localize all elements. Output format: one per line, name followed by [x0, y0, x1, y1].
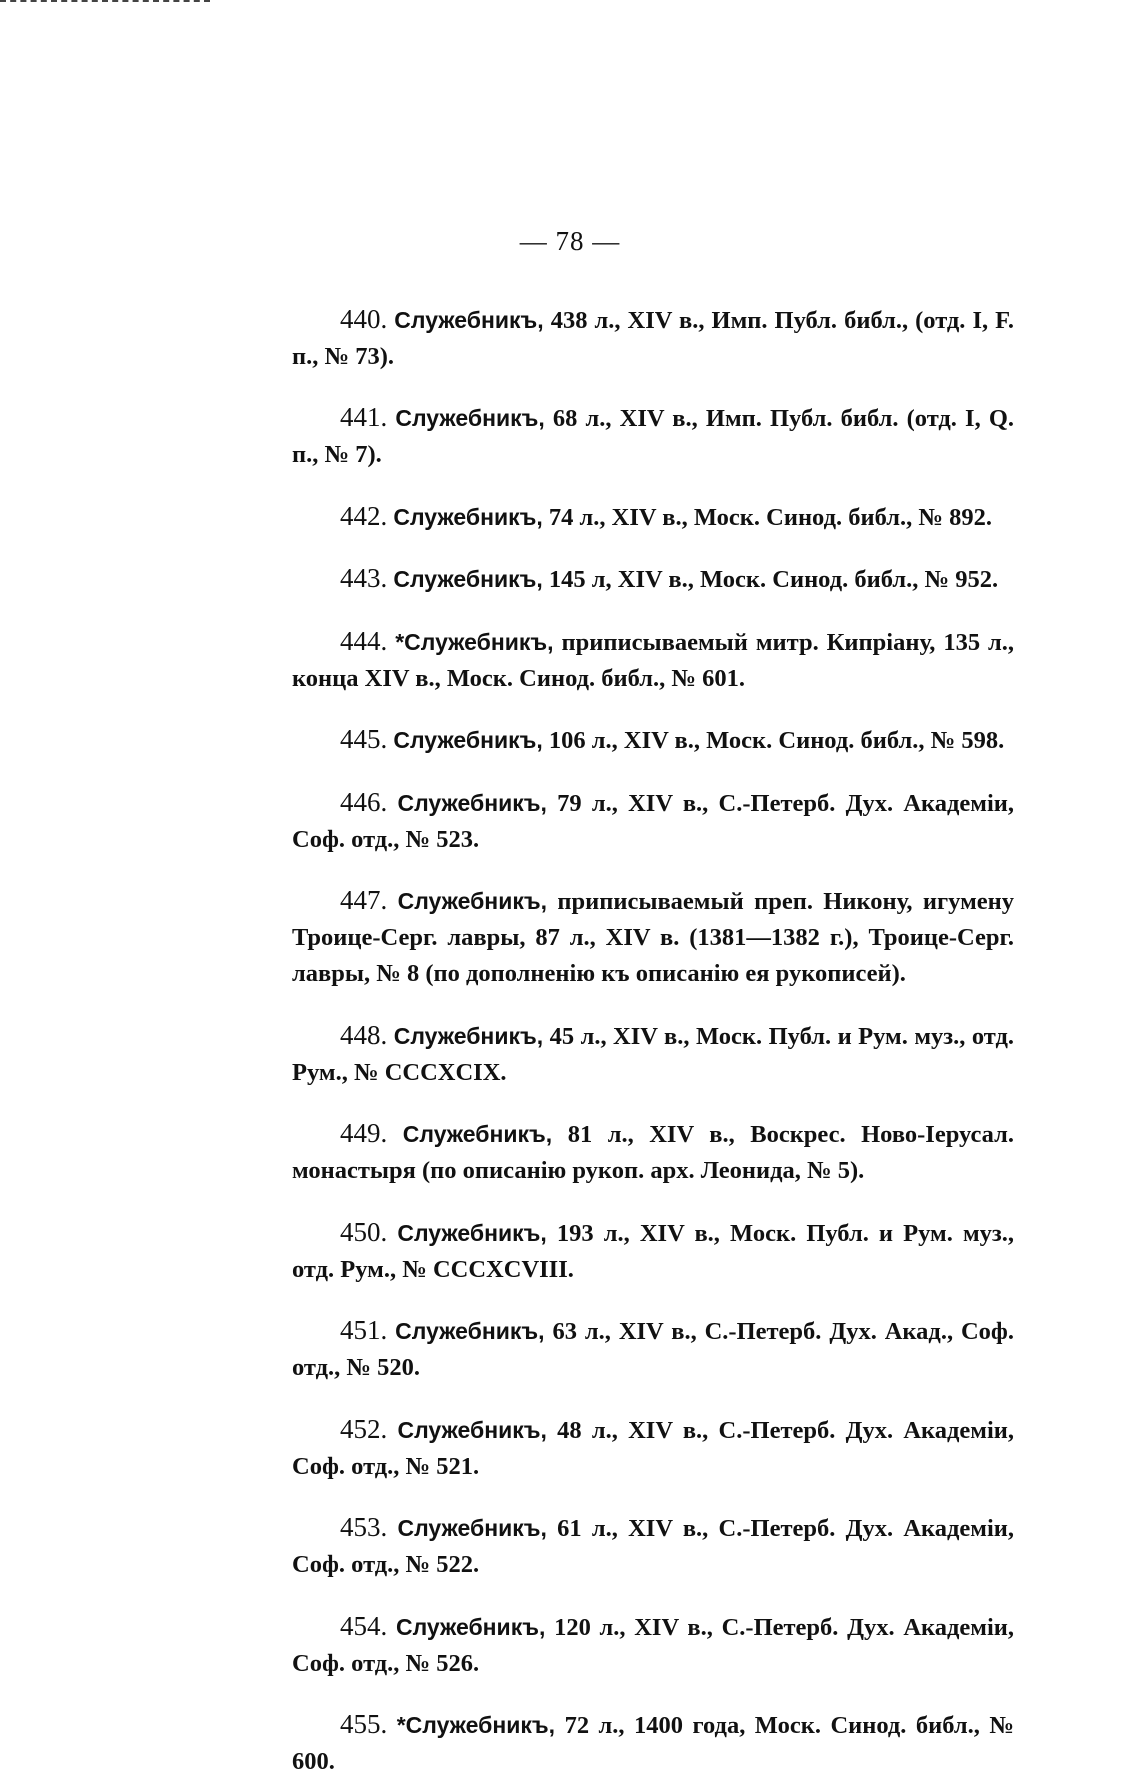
entry-title: Служебникъ, — [395, 1318, 545, 1344]
entry-title: Служебникъ, — [393, 727, 543, 753]
entry-description: 61 л., XIV в., С.-Петерб. Дух. Академіи, Соф. отд., № 522. — [292, 1515, 1015, 1578]
catalog-entry — [292, 623, 1014, 697]
entry-description: 145 л, XIV в., Моск. Синод. библ., № 952. — [548, 566, 999, 593]
entry-number: 452. — [340, 1413, 388, 1444]
entry-title: Служебникъ, — [393, 566, 543, 592]
entry-number: 455. — [340, 1709, 388, 1739]
entry-title: Служебникъ, — [397, 888, 547, 914]
entry-title: Служебникъ, — [397, 789, 547, 816]
entry-number: 445. — [340, 724, 388, 754]
entry-number: 450. — [340, 1216, 388, 1247]
catalog-entry — [292, 784, 1014, 858]
catalog-entries — [292, 276, 1014, 1783]
entry-description: 68 л., XIV в., Имп. Публ. библ. (отд. I, Q. п., № 7). — [292, 405, 1015, 468]
catalog-entry — [292, 1115, 1014, 1189]
entry-description: 74 л., XIV в., Моск. Синод. библ., № 892. — [548, 503, 992, 531]
page-number: — 78 — — [519, 226, 621, 256]
entry-title: Служебникъ, — [395, 1613, 546, 1640]
catalog-entry — [292, 1706, 1014, 1780]
entry-title: Служебникъ, — [393, 503, 543, 530]
entry-number: 451. — [340, 1315, 388, 1345]
entry-title: *Служебникъ, — [395, 628, 554, 655]
entry-number: 442. — [340, 500, 388, 531]
catalog-entry — [292, 1509, 1014, 1583]
entry-description: 72 л., 1400 года, Моск. Синод. библ., № 600. — [292, 1712, 1015, 1775]
entry-title: Служебникъ, — [393, 1022, 544, 1049]
entry-number: 454. — [340, 1610, 388, 1641]
entry-title: *Служебникъ, — [396, 1712, 556, 1738]
entry-description: 48 л., XIV в., С.-Петерб. Дух. Академіи, Соф. отд., № 521. — [292, 1416, 1015, 1480]
catalog-entry — [292, 1411, 1014, 1485]
catalog-entry — [292, 498, 1014, 536]
entry-title: Служебникъ, — [397, 1515, 547, 1541]
entry-number: 443. — [340, 563, 388, 593]
entry-description: 120 л., XIV в., С.-Петерб. Дух. Академіи, Соф. отд., № 526. — [292, 1613, 1015, 1677]
entry-number: 453. — [340, 1512, 388, 1542]
catalog-entry — [292, 1608, 1014, 1682]
catalog-entry — [292, 399, 1014, 473]
scan-edge-mark — [0, 0, 210, 6]
entry-description: 81 л., XIV в., Воскрес. Ново-Іерусал. монастыря (по описанію рукоп. арх. Леонида, № 5). — [292, 1121, 1015, 1184]
catalog-entry — [292, 1017, 1014, 1091]
entry-description: приписываемый митр. Кипріану, 135 л., конца XIV в., Моск. Синод. библ., № 601. — [292, 628, 1015, 692]
catalog-entry — [292, 560, 1014, 598]
catalog-entry — [292, 882, 1014, 992]
entry-number: 448. — [340, 1019, 388, 1050]
entry-number: 440. — [340, 303, 388, 334]
catalog-entry — [292, 301, 1014, 375]
entry-number: 446. — [340, 786, 388, 817]
entry-number: 447. — [340, 885, 388, 915]
entry-title: Служебникъ, — [394, 306, 544, 333]
catalog-entry — [292, 1214, 1014, 1288]
entry-description: 106 л., XIV в., Моск. Синод. библ., № 598. — [548, 727, 1005, 754]
entry-description: приписываемый преп. Никону, игумену Троице-Серг. лавры, 87 л., XIV в. (1381—1382 г.), Троице-Серг. лавры, № 8 (по дополненію къ описанію ея рукописей). — [292, 888, 1015, 987]
entry-title: Служебникъ, — [397, 1416, 547, 1443]
entry-title: Служебникъ, — [395, 405, 545, 431]
entry-description: 63 л., XIV в., С.-Петерб. Дух. Акад., Соф. отд., № 520. — [292, 1318, 1015, 1381]
entry-number: 444. — [340, 625, 388, 656]
catalog-entry — [292, 1312, 1014, 1386]
entry-description: 45 л., XIV в., Моск. Публ. и Рум. муз., отд. Рум., № CCCXCIX. — [292, 1022, 1015, 1086]
entry-title: Служебникъ, — [397, 1219, 547, 1246]
entry-description: 438 л., XIV в., Имп. Публ. библ., (отд. I, F. п., № 73). — [292, 306, 1014, 370]
catalog-entry — [292, 721, 1014, 759]
entry-description: 193 л., XIV в., Моск. Публ. и Рум. муз., отд. Рум., № CCCXCVIII. — [292, 1219, 1015, 1283]
entry-number: 449. — [340, 1118, 388, 1148]
entry-number: 441. — [340, 402, 388, 432]
entry-description: 79 л., XIV в., С.-Петерб. Дух. Академіи, Соф. отд., № 523. — [292, 789, 1015, 853]
entry-title: Служебникъ, — [402, 1121, 553, 1147]
